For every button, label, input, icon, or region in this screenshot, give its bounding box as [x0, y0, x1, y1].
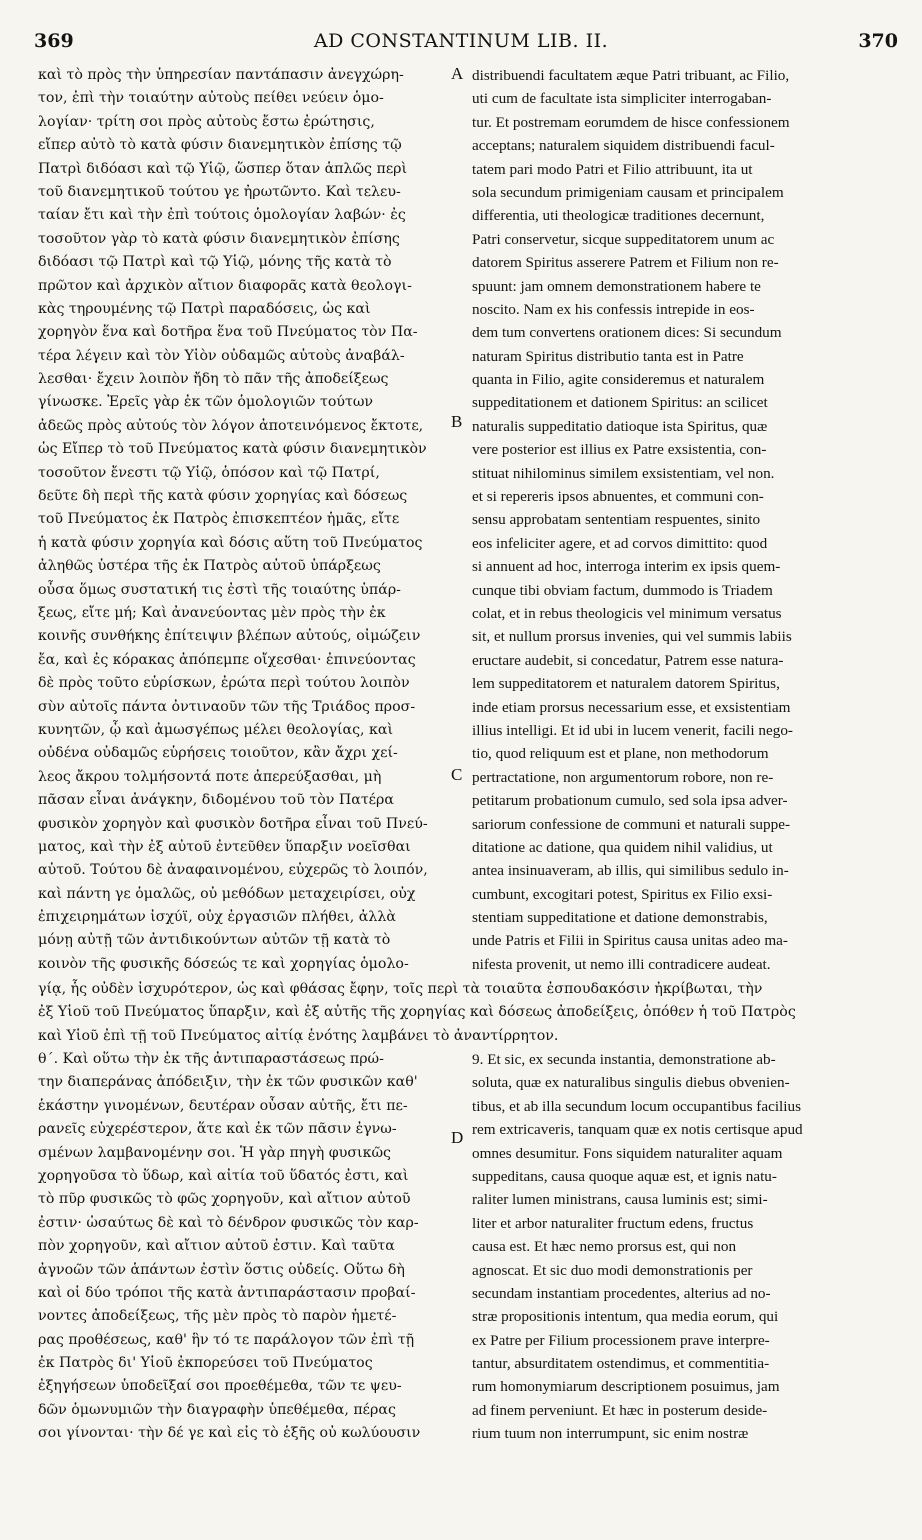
greek-text-line: οὐδένα οὐδαμῶς εὑρήσεις τοιοῦτον, κἂν ἄχρι χεί-: [38, 745, 398, 762]
latin-text-line: dem tum convertens orationem dices: Si secundum: [472, 324, 782, 342]
latin-text-line: tio, quod reliquum est et plane, non methodorum: [472, 745, 769, 763]
greek-text-line: σμένων λαμβανομένην σοι. Ἡ γὰρ πηγὴ φυσικῶς: [38, 1144, 391, 1161]
greek-text-line: τοσοῦτον ἔνεστι τῷ Υἱῷ, ὁπόσον καὶ τῷ Πατρί,: [38, 464, 380, 481]
greek-text-line: κὰς τηρουμένης τῷ Πατρὶ παραδόσεις, ὡς καὶ: [38, 300, 371, 317]
greek-text-line: θ΄. Καὶ οὕτω τὴν ἐκ τῆς ἀντιπαραστάσεως πρώ-: [38, 1051, 384, 1067]
latin-text-line: tantur, absurditatem ostendimus, et commentitia-: [472, 1355, 770, 1373]
greek-text-line: σοι γίνονται· τὴν δέ γε καὶ εἰς τὸ ἑξῆς οὐ κωλύουσιν: [38, 1425, 421, 1442]
greek-text-line: καὶ οἱ δύο τρόποι τῆς κατὰ ἀντιπαράστασιν προβαί-: [38, 1284, 416, 1301]
latin-text-line: cumbunt, excogitari potest, Spiritus ex Filio exsi-: [472, 885, 773, 903]
latin-text-line: antea insinuaveram, ab illis, qui similibus sedulo in-: [472, 862, 789, 880]
latin-text-line: eos infeliciter agere, et ad corvos dimittito: quod: [472, 534, 768, 552]
greek-text-line: σὺν αὐτοῖς πάντα ὀντιναοῦν τῶν τῆς Τριάδος προσ-: [38, 698, 416, 715]
greek-text-line: ματος, καὶ τὴν ἐξ αὐτοῦ ἐντεῦθεν ὕπαρξιν νοεῖσθαι: [38, 838, 411, 855]
latin-text-line: nifesta provenit, ut nemo illi contradicere audeat.: [472, 955, 771, 973]
latin-text-line: agnoscat. Et sic duo modi demonstrationis per: [472, 1261, 753, 1279]
greek-text-line: νοντες ἀποδείξεως, τῆς μὲν πρὸς τὸ παρὸν ἡμετέ-: [38, 1308, 397, 1325]
latin-text-line: sariorum confessione de communi et naturali suppe-: [472, 815, 791, 833]
greek-text-line: τοσοῦτον γὰρ τὸ κατὰ φύσιν διανεμητικὸν ἐπίσης: [38, 230, 400, 247]
greek-text-line: χορηγοῦσα τὸ ὕδωρ, καὶ αἰτία τοῦ ὕδατός ἐστι, καὶ: [38, 1167, 409, 1184]
latin-text-line: inde etiam prorsus necessarium esse, et exsistentiam: [472, 698, 791, 716]
page-number-right: 370: [858, 30, 898, 52]
latin-text-line: unde Patris et Filii in Spiritus causa unitas adeo ma-: [472, 932, 788, 950]
latin-text-line: tibus, et ab illa secundum locum occupantibus facilius: [472, 1097, 801, 1115]
latin-text-line: sensu approbatam sententiam respuentes, sinito: [472, 511, 761, 529]
latin-text-line: distribuendi facultatem æque Patri tribuant, ac Filio,: [472, 67, 790, 84]
greek-text-line: λεος ἄκρου τολμήσοντά ποτε ἀπερεύξασθαι, μὴ: [38, 768, 382, 785]
latin-text-line: naturalis suppeditatio datioque ista Spiritus, quæ: [472, 417, 768, 435]
greek-text-line: ξεως, εἴτε μή; Καὶ ἀνανεύοντας μὲν πρὸς τὴν ἐκ: [38, 604, 386, 621]
latin-text-line: illius intelligi. Et id ubi in lucem venerit, facili nego-: [472, 721, 793, 739]
greek-text-line: χορηγὸν ἕνα καὶ δοτῆρα ἕνα τοῦ Πνεύματος τὸν Πα-: [38, 324, 418, 341]
margin-marker-b: B: [451, 412, 463, 431]
greek-text-line: ἔα, καὶ ἐς κόρακας ἀπόπεμπε οἴχεσθαι· ἐπινεύοντας: [38, 651, 416, 668]
greek-text-line: κυνητῶν, ᾧ καὶ ἀμωσγέπως μέλει θεολογίας, καὶ: [38, 721, 394, 738]
latin-text-line: tur. Et postremam eorumdem de hisce confessionem: [472, 113, 790, 131]
latin-text-line: stentiam suppeditatione et datione demonstrabis,: [472, 909, 768, 927]
latin-column-top: [472, 64, 892, 976]
latin-text-line: ex Patre per Filium processionem prave interpre-: [472, 1331, 770, 1349]
greek-text-line: τον, ἐπὶ τὴν τοιαύτην αὐτοὺς πείθει νεύειν ὁμο-: [38, 90, 384, 107]
latin-text-line: soluta, quæ ex naturalibus singulis diebus obvenien-: [472, 1074, 790, 1092]
greek-text-line: κοινὸν τῆς φυσικῆς δόσεώς τε καὶ χορηγίας ὁμολο-: [38, 955, 409, 972]
greek-text-line: γίνωσκε. Ἐρεῖς γὰρ ἐκ τῶν ὁμολογιῶν τούτων: [38, 394, 374, 411]
latin-text-line: omnes desumitur. Fons siquidem naturaliter aquam: [472, 1144, 783, 1162]
greek-text-line: ἐπιχειρημάτων ἰσχύϊ, οὐχ ἐργασιῶν πλήθει, ἀλλὰ: [38, 909, 396, 926]
latin-text-line: datorem Spiritus asserere Patrem et Filium non re-: [472, 254, 779, 272]
latin-text-line: sola secundum primigeniam causam et principalem: [472, 183, 784, 201]
greek-text-line: ταίαν ἔτι καὶ τὴν ἐπὶ τούτοις ὁμολογίαν λαβών· ἐς: [38, 207, 406, 224]
greek-text-line: τὸ πῦρ φυσικῶς τὸ φῶς χορηγοῦν, καὶ αἴτιον αὐτοῦ: [38, 1191, 411, 1208]
greek-text-line: εἴπερ αὐτὸ τὸ κατὰ φύσιν διανεμητικὸν ἐπίσης τῷ: [38, 137, 402, 154]
full-width-text-line: γίᾳ, ἧς οὐδὲν ἰσχυρότερον, ὡς καὶ φθάσας ἔφην, τοῖς περὶ τὰ τοιαῦτα ἐσπουδακόσιν ἠκρίβωται, τὴν: [38, 981, 763, 997]
greek-text-line: καὶ πάντη γε ὁμαλῶς, οὐ μεθόδων μεταχειρίσει, οὐχ: [38, 885, 416, 902]
margin-marker-a: A: [451, 64, 464, 83]
latin-text-line: rem extricaveris, tanquam quæ ex notis certisque apud: [472, 1121, 803, 1139]
margin-marker-d: D: [451, 1128, 464, 1147]
latin-text-line: noscito. Nam ex his confessis intrepide in eos-: [472, 300, 755, 318]
greek-text-line: τοῦ Πνεύματος ἐκ Πατρὸς ἐπισκεπτέον ἡμᾶς, εἴτε: [38, 511, 400, 528]
greek-text-line: αὐτοῦ. Τούτου δὲ ἀναφαινομένου, εὐχερῶς τὸ λοιπόν,: [38, 862, 428, 879]
greek-text-line: πρῶτον καὶ ἀρχικὸν αἴτιον διαφορᾶς κατὰ θεολογι-: [38, 277, 412, 294]
greek-text-line: λεσθαι· ἔχειν λοιπὸν ἤδη τὸ πᾶν τῆς ἀποδείξεως: [38, 371, 389, 388]
margin-marker-c: C: [451, 765, 463, 784]
latin-text-line: eructare audebit, si concedatur, Patrem esse natura-: [472, 651, 784, 669]
latin-text-line: petitarum probationum cumulo, sed sola ipsa adver-: [472, 792, 788, 810]
greek-text-line: ἐξηγήσεων ὑποδεῖξαί σοι προεθέμεθα, τῶν τε ψευ-: [38, 1378, 402, 1395]
latin-text-line: et si repereris ipsos abnuentes, et communi con-: [472, 488, 764, 506]
greek-column-bottom: [38, 1048, 458, 1446]
full-width-text-line: ἐξ Υἱοῦ τοῦ Πνεύματος ὕπαρξιν, καὶ ἐξ αὐτῆς τῆς χορηγίας καὶ δόσεως ἀποδείξεις, ὁπόθεν ἡ τοῦ Πατρὸς: [38, 1004, 796, 1021]
latin-text-line: lem suppeditatorem et naturalem datorem Spiritus,: [472, 675, 780, 693]
latin-text-line: pertractatione, non argumentorum robore, non re-: [472, 768, 774, 786]
greek-text-line: ἡ κατὰ φύσιν χορηγία καὶ δόσις αὕτη τοῦ Πνεύματος: [38, 534, 423, 551]
greek-text-line: δῶν ὁμωνυμιῶν τὴν διαγραφὴν ὑπεθέμεθα, πέρας: [38, 1401, 396, 1418]
latin-text-line: differentia, uti theologicæ traditiones decernunt,: [472, 207, 765, 225]
greek-text-line: ἀληθῶς ὑστέρα τῆς ἐκ Πατρὸς αὐτοῦ ὑπάρξεως: [38, 558, 381, 575]
greek-text-line: μόνῃ αὐτῇ τῶν ἀντιδικούντων αὐτῶν τῇ κατὰ τὸ: [38, 932, 391, 949]
latin-text-line: rium tuum non interrumpunt, sic enim nostræ: [472, 1425, 749, 1443]
latin-text-line: sit, et nullum prorsus invenies, qui vel summis labiis: [472, 628, 792, 646]
greek-text-line: τέρα λέγειν καὶ τὸν Υἱὸν οὐδαμῶς αὐτοὺς ἀναβάλ-: [38, 347, 405, 364]
greek-column-top: [38, 64, 458, 976]
greek-text-line: ἐστιν· ὡσαύτως δὲ καὶ τὸ δένδρον φυσικῶς τὸν καρ-: [38, 1214, 419, 1231]
latin-text-line: colat, et in rebus theologicis vel minimum versatus: [472, 604, 782, 622]
latin-text-line: liter et arbor naturaliter fructum edens, fructus: [472, 1214, 754, 1232]
latin-text-line: rum homonymiarum descriptionem posuimus, jam: [472, 1378, 780, 1396]
latin-text-line: ad finem perveniunt. Et hæc in posterum deside-: [472, 1401, 768, 1419]
latin-text-line: causa est. Et hæc nemo prorsus est, qui non: [472, 1238, 737, 1256]
latin-text-line: cunque tibi obviam factum, dummodo is Triadem: [472, 581, 773, 599]
latin-text-line: quanta in Filio, agite consideremus et naturalem: [472, 371, 765, 389]
latin-text-line: suppeditans, causa quoque aquæ est, et ignis natu-: [472, 1167, 777, 1185]
greek-text-line: δεῦτε δὴ περὶ τῆς κατὰ φύσιν χορηγίας καὶ δόσεως: [38, 488, 408, 505]
latin-text-line: naturam Spiritus distributio tanta est in Patre: [472, 347, 744, 365]
latin-text-line: suppeditationem et dationem Spiritus: an scilicet: [472, 394, 768, 412]
latin-text-line: uti cum de facultate ista simpliciter interrogaban-: [472, 90, 772, 108]
greek-text-line: οὖσα ὅμως συστατική τις ἐστὶ τῆς τοιαύτης ὑπάρ-: [38, 581, 401, 598]
greek-text-line: ἀδεῶς πρὸς αὐτούς τὸν λόγον ἀποτεινόμενος ἔκτοτε,: [38, 417, 424, 434]
greek-text-line: καὶ τὸ πρὸς τὴν ὑπηρεσίαν παντάπασιν ἀνεγχώρη-: [38, 67, 404, 83]
latin-text-line: raliter lumen ministrans, causa luminis est; simi-: [472, 1191, 768, 1209]
full-width-lines: [38, 978, 896, 1048]
greek-text-line: πᾶσαν εἶναι ἀνάγκην, διδομένου τοῦ τὸν Πατέρα: [38, 792, 394, 809]
latin-text-line: vere posterior est illius ex Patre exsistentia, con-: [472, 441, 767, 459]
latin-text-line: stræ propositionis intentum, qua media eorum, qui: [472, 1308, 779, 1326]
latin-text-line: si annuent ad hoc, interroga interim ex ipsis quem-: [472, 558, 781, 576]
full-width-text-line: καὶ Υἱοῦ ἐπὶ τῇ τοῦ Πνεύματος αἰτίᾳ ἑνότης λαμβάνει τὸ ἀναντίρρητον.: [38, 1027, 559, 1044]
greek-text-line: φυσικὸν χορηγὸν καὶ φυσικὸν δοτῆρα εἶναι τοῦ Πνεύ-: [38, 815, 428, 832]
greek-text-line: πὸν χορηγοῦν, καὶ αἴτιον αὐτοῦ ἐστιν. Καὶ ταῦτα: [38, 1238, 395, 1255]
latin-text-line: stituat nihilominus similem exsistentiam, vel non.: [472, 464, 775, 482]
greek-text-line: δὲ πρὸς τοῦτο εὑρίσκων, ἐρώτα περὶ τούτου λοιπὸν: [38, 675, 410, 692]
greek-text-line: ρανεῖς εὐχερέστερον, ἅτε καὶ ἐκ τῶν πᾶσιν ἐγνω-: [38, 1121, 397, 1138]
greek-text-line: ἀγνοῶν τῶν ἁπάντων ἐστὶν ὅστις οὐδείς. Οὕτω δὴ: [38, 1261, 405, 1278]
greek-text-line: κοινῆς συνθήκης ἐπίτειψιν βλέπων αὐτούς, οἰμώζειν: [38, 628, 421, 645]
latin-text-line: secundam instantiam procedentes, alterius ad no-: [472, 1284, 771, 1302]
greek-text-line: ἐκ Πατρὸς δι' Υἱοῦ ἐκπορεύσει τοῦ Πνεύματος: [38, 1355, 373, 1372]
greek-text-line: Πατρὶ διδόασι καὶ τῷ Υἱῷ, ὥσπερ ὅταν ἁπλῶς περὶ: [38, 160, 408, 177]
running-title: AD CONSTANTINUM LIB. II.: [313, 30, 609, 52]
latin-text-line: spuunt: jam omnem demonstrationem habere te: [472, 277, 761, 295]
greek-text-line: ρας προθέσεως, καθ' ἣν τό τε παράλογον τῶν ἐπὶ τῇ: [38, 1331, 415, 1348]
page-number-left: 369: [34, 30, 74, 52]
greek-text-line: διδόασι τῷ Πατρὶ καὶ τῷ Υἱῷ, μόνης τῆς κατὰ τὸ: [38, 254, 392, 271]
latin-text-line: acceptans; naturalem siquidem distribuendi facul-: [472, 137, 775, 155]
greek-text-line: την διαπεράνας ἀπόδειξιν, τὴν ἐκ τῶν φυσικῶν καθ': [38, 1074, 418, 1091]
latin-text-line: tatem pari modo Patri et Filio attribuunt, ita ut: [472, 160, 753, 178]
greek-text-line: ἑκάστην γινομένων, δευτέραν οὖσαν αὐτῆς, ἔτι πε-: [38, 1097, 408, 1114]
latin-text-line: ditatione ac datione, qua quidem nihil validius, ut: [472, 838, 773, 856]
running-header: [0, 30, 922, 60]
greek-text-line: τοῦ διανεμητικοῦ τούτου γε ἠρωτῶντο. Καὶ τελευ-: [38, 183, 401, 200]
greek-text-line: λογίαν· τρίτη σοι πρὸς αὐτοὺς ἔστω ἐρώτησις,: [38, 113, 375, 130]
latin-text-line: Patri conservetur, sicque suppeditatorem unum ac: [472, 230, 775, 248]
latin-column-bottom: [472, 1048, 892, 1446]
latin-text-line: 9. Et sic, ex secunda instantia, demonstratione ab-: [472, 1051, 776, 1068]
greek-text-line: ὡς Εἴπερ τὸ τοῦ Πνεύματος κατὰ φύσιν διανεμητικὸν: [38, 441, 427, 458]
